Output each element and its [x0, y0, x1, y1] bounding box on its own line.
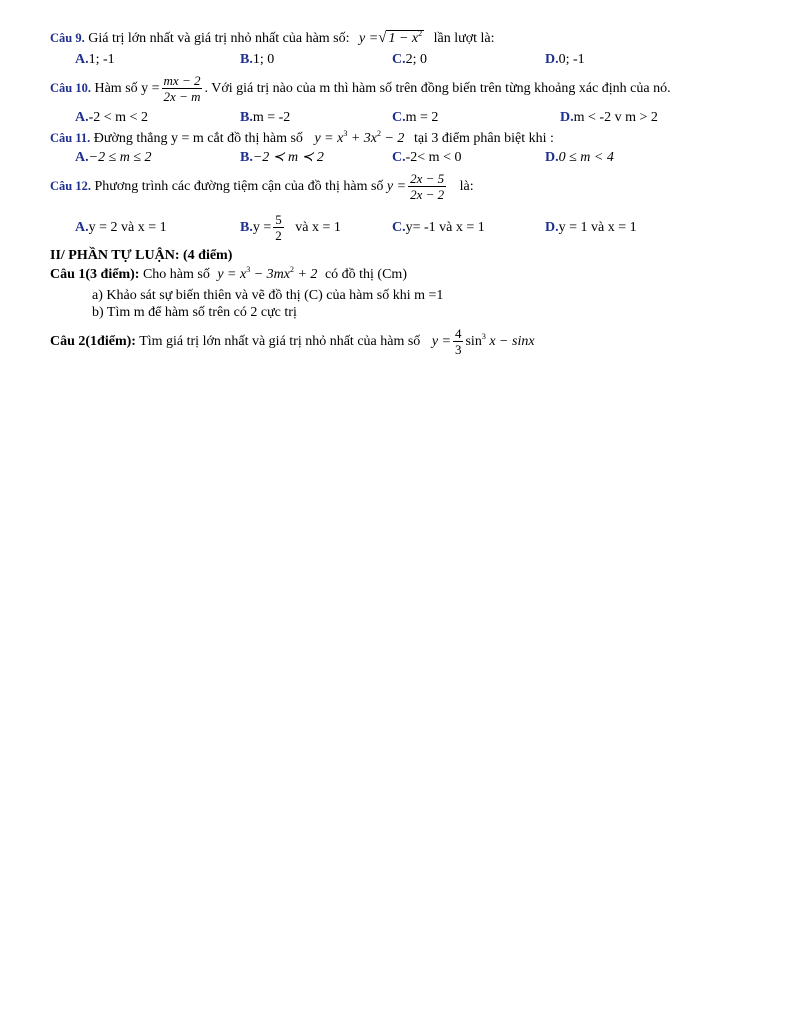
formula: y =√ $1 - x^2$	[359, 29, 423, 46]
sub-item-a: a) Khảo sát sự biến thiên và vẽ đồ thị (C) của hàm số khi m =1	[92, 288, 444, 303]
question-number: Câu 12.	[50, 179, 91, 193]
option-a[interactable]: A.y = 2 và x = 1	[75, 220, 167, 235]
option-a[interactable]: A.1; -1	[75, 52, 115, 67]
option-c[interactable]: C.m = 2	[392, 110, 439, 125]
formula: $y = x^3 + 3x^2 - 2$	[314, 129, 405, 146]
option-c[interactable]: C.-2< m < 0	[392, 150, 462, 165]
option-b[interactable]: B.1; 0	[240, 52, 275, 67]
question-12: Câu 12. Phương trình các đường tiệm cận của đồ thị hàm số y = $\frac{2x - 5}{2x - 2}$ là:	[50, 171, 474, 203]
option-c[interactable]: C.y= -1 và x = 1	[392, 220, 485, 235]
question-number: Câu 10.	[50, 81, 91, 95]
option-c[interactable]: C.2; 0	[392, 52, 428, 67]
sub-item-b: b) Tìm m để hàm số trên có 2 cực trị	[92, 305, 297, 320]
option-b[interactable]: B.−2 ≺ m ≺ 2	[240, 150, 324, 165]
option-a[interactable]: A.−2 ≤ m ≤ 2	[75, 150, 152, 165]
essay-question-2: Câu 2(1điểm): Tìm giá trị lớn nhất và giá trị nhỏ nhất của hàm số y = $\frac{4}{3}$ $\sin^3 x - \sin x$	[50, 326, 535, 358]
essay-question-1: Câu 1(3 điểm): Cho hàm số $y = x^3 - 3mx^2 + 2$ có đồ thị (Cm)	[50, 265, 407, 282]
question-number: Câu 11.	[50, 131, 91, 145]
question-10: Câu 10. Hàm số y = $\frac{mx - 2}{2x - m}$ . Với giá trị nào của m thì hàm số trên đồng biến trên từng khoảng xác định của nó.	[50, 73, 671, 105]
formula: $y = x^3 - 3mx^2 + 2$	[217, 265, 318, 282]
option-d[interactable]: D.0 ≤ m < 4	[545, 150, 614, 165]
formula: y = $\frac{4}{3}$ $\sin^3 x - \sin x$	[431, 326, 535, 358]
question-11: Câu 11. Đường thẳng y = m cắt đồ thị hàm số $y = x^3 + 3x^2 - 2$ tại 3 điểm phân biệt khi :	[50, 129, 554, 146]
option-b[interactable]: B.y = $\frac{5}{2}$ và x = 1	[240, 212, 341, 244]
fraction: $\frac{5}{2}$	[275, 212, 282, 244]
option-a[interactable]: A.-2 < m < 2	[75, 110, 148, 125]
question-text: Giá trị lớn nhất và giá trị nhỏ nhất của hàm số:	[88, 31, 350, 46]
question-number: Câu 9.	[50, 31, 85, 45]
option-d[interactable]: D.y = 1 và x = 1	[545, 220, 637, 235]
option-b[interactable]: B.m = -2	[240, 110, 291, 125]
fraction: $\frac{mx - 2}{2x - m}$	[163, 73, 201, 105]
option-d[interactable]: D.0; -1	[545, 52, 585, 67]
fraction: $\frac{2x - 5}{2x - 2}$	[410, 171, 445, 203]
option-d[interactable]: D.m < -2 v m > 2	[560, 110, 658, 125]
question-9: Câu 9. Giá trị lớn nhất và giá trị nhỏ nhất của hàm số: y =√ $1 - x^2$ lần lượt là:	[50, 29, 495, 46]
section-heading: II/ PHẦN TỰ LUẬN: (4 điểm)	[50, 248, 233, 263]
